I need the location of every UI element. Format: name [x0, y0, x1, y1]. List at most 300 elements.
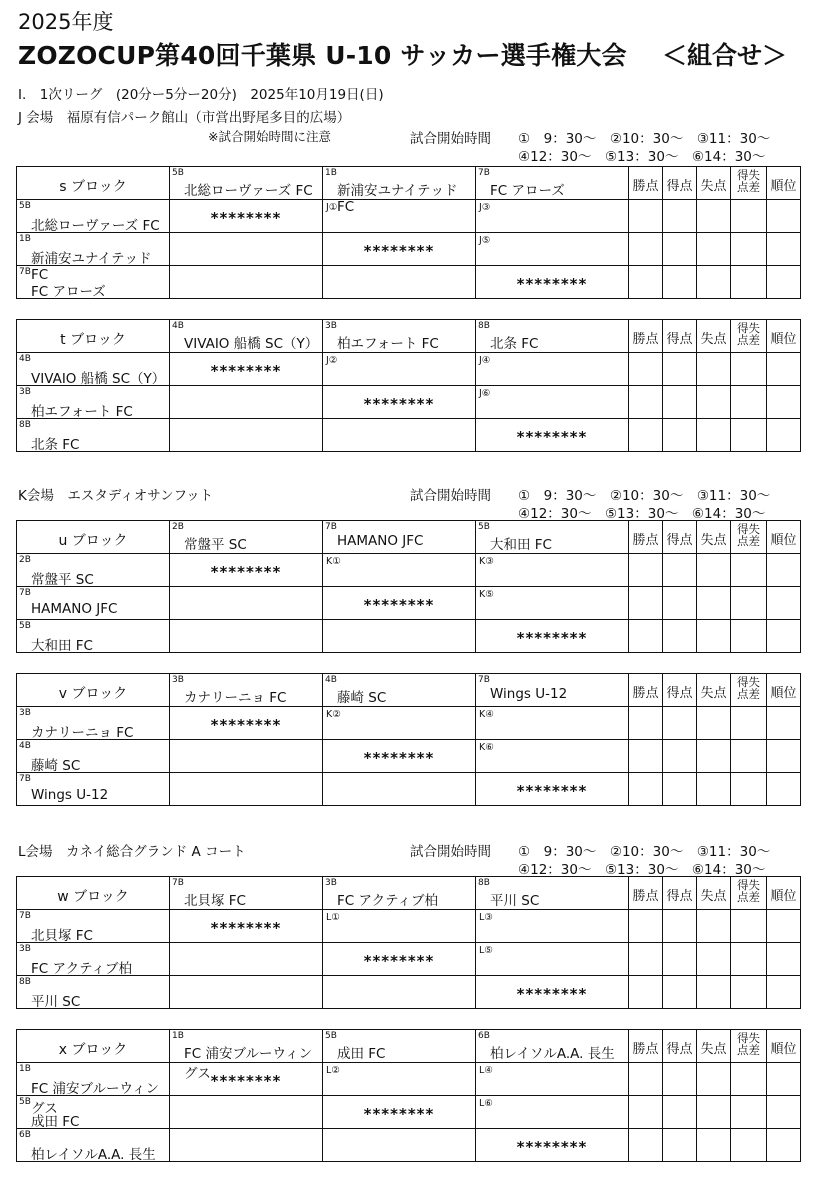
- stat-header-cell: [697, 877, 731, 910]
- team-name: HAMANO JFC: [31, 601, 118, 617]
- stat-cell: [663, 353, 697, 386]
- team-row-header: [17, 773, 170, 806]
- seed-label: 7B: [19, 911, 31, 921]
- team-name: 新浦安ユナイテッド FC: [31, 251, 152, 283]
- stat-cell: [697, 587, 731, 620]
- stat-cell: [629, 587, 663, 620]
- stat-cell: [629, 266, 663, 299]
- match-id: K⑤: [479, 589, 494, 600]
- stat-cell: [767, 707, 801, 740]
- seed-label: 4B: [19, 354, 31, 364]
- team-name: FC アローズ: [490, 183, 565, 199]
- stat-cell: [731, 943, 767, 976]
- match-id: J③: [479, 202, 491, 213]
- seed-label: 3B: [325, 878, 337, 888]
- stat-cell: [663, 976, 697, 1009]
- team-row: [17, 773, 801, 806]
- stat-header-cell: [663, 877, 697, 910]
- venue-name: L会場 カネイ総合グランド A コート: [18, 844, 246, 860]
- match-cell: [170, 233, 323, 266]
- match-cell: [323, 353, 476, 386]
- stat-header: 順位: [770, 1042, 797, 1057]
- self-match-marker: ********: [363, 242, 435, 260]
- team-row-header: [17, 1096, 170, 1129]
- stat-cell: [697, 1129, 731, 1162]
- block-label: v ブロック: [58, 686, 128, 702]
- team-row: [17, 353, 801, 386]
- block-header-row: [17, 1030, 801, 1063]
- stat-cell: [629, 554, 663, 587]
- stat-cell: [697, 266, 731, 299]
- team-row: [17, 266, 801, 299]
- match-id: J①: [326, 202, 338, 213]
- stat-cell: [663, 943, 697, 976]
- stat-header-goal-diff: 得失点差: [737, 168, 760, 194]
- stat-cell: [697, 707, 731, 740]
- stat-cell: [767, 233, 801, 266]
- stat-cell: [629, 386, 663, 419]
- team-row-header: [17, 976, 170, 1009]
- block-label: t ブロック: [60, 332, 126, 348]
- match-id: L⑤: [479, 945, 493, 956]
- team-name: 北総ローヴァーズ FC: [184, 183, 313, 199]
- seed-label: 6B: [478, 1031, 490, 1041]
- stat-header-cell: [663, 521, 697, 554]
- team-name: カナリーニョ FC: [184, 690, 287, 706]
- team-header-cell: [476, 877, 629, 910]
- seed-label: 5B: [325, 1031, 337, 1041]
- stat-cell: [767, 773, 801, 806]
- block-table: [16, 1029, 801, 1162]
- team-name: FC 浦安ブルーウィングス: [31, 1081, 160, 1117]
- team-header-cell: [476, 674, 629, 707]
- start-times-row-2: ④12：30～ ⑤13：30～ ⑥14：30～: [518, 862, 766, 878]
- stat-header: 勝点: [632, 1042, 659, 1057]
- seed-label: 8B: [19, 977, 31, 987]
- stat-header-cell: [731, 320, 767, 353]
- team-header-cell: [323, 674, 476, 707]
- stat-cell: [731, 386, 767, 419]
- stat-header-cell: [767, 877, 801, 910]
- stat-header: 得点: [666, 889, 693, 904]
- stat-cell: [663, 910, 697, 943]
- year-label: 2025年度: [18, 10, 114, 34]
- stat-cell: [663, 773, 697, 806]
- stat-cell: [697, 740, 731, 773]
- match-cell: [476, 200, 629, 233]
- self-match-marker: ********: [210, 563, 282, 581]
- stat-cell: [663, 587, 697, 620]
- team-name: 北条 FC: [490, 336, 539, 352]
- match-cell: [476, 740, 629, 773]
- stat-header-cell: [663, 167, 697, 200]
- stat-cell: [697, 200, 731, 233]
- match-cell: [323, 707, 476, 740]
- self-match-marker: ********: [210, 716, 282, 734]
- stat-header: 失点: [700, 686, 727, 701]
- block-label-cell: [17, 521, 170, 554]
- match-cell: [323, 266, 476, 299]
- seed-label: 7B: [325, 522, 337, 532]
- team-header-cell: [323, 877, 476, 910]
- seed-label: 8B: [478, 878, 490, 888]
- match-id: L②: [326, 1065, 340, 1076]
- seed-label: 1B: [172, 1031, 184, 1041]
- team-name: 新浦安ユナイテッド FC: [337, 183, 458, 215]
- stat-header-cell: [731, 877, 767, 910]
- team-name: FC アクティブ柏: [337, 893, 438, 909]
- stat-cell: [767, 620, 801, 653]
- team-header-cell: [323, 521, 476, 554]
- match-cell: [476, 943, 629, 976]
- match-cell: [323, 1096, 476, 1129]
- stat-cell: [697, 554, 731, 587]
- stat-cell: [663, 707, 697, 740]
- match-cell: [476, 554, 629, 587]
- stat-cell: [731, 266, 767, 299]
- match-cell: [476, 587, 629, 620]
- self-match-marker: ********: [363, 749, 435, 767]
- stat-cell: [731, 1096, 767, 1129]
- venue-name: J 会場 福原有信パーク館山（市営出野尾多目的広場）: [18, 110, 351, 126]
- team-row-header: [17, 554, 170, 587]
- seed-label: 7B: [19, 588, 31, 598]
- self-match-marker: ********: [516, 1138, 588, 1156]
- team-name: 北条 FC: [31, 437, 80, 453]
- team-row-header: [17, 353, 170, 386]
- match-cell: [476, 419, 629, 452]
- match-cell: [323, 1063, 476, 1096]
- block-header-row: [17, 877, 801, 910]
- stat-header-cell: [663, 674, 697, 707]
- team-name: 成田 FC: [337, 1046, 386, 1062]
- stat-header-cell: [697, 521, 731, 554]
- stat-cell: [731, 910, 767, 943]
- stat-cell: [629, 233, 663, 266]
- stat-cell: [731, 773, 767, 806]
- stat-cell: [767, 554, 801, 587]
- match-cell: [170, 707, 323, 740]
- stat-cell: [629, 1063, 663, 1096]
- team-row: [17, 1063, 801, 1096]
- match-cell: [323, 386, 476, 419]
- stat-cell: [629, 1096, 663, 1129]
- seed-label: 8B: [478, 321, 490, 331]
- start-times-row-1: ① 9：30～ ②10：30～ ③11：30～: [518, 488, 771, 504]
- block-label: w ブロック: [57, 889, 129, 905]
- stat-cell: [663, 620, 697, 653]
- stat-header: 失点: [700, 1042, 727, 1057]
- team-name: 藤崎 SC: [337, 690, 387, 706]
- seed-label: 1B: [325, 168, 337, 178]
- team-name: 北貝塚 FC: [31, 928, 93, 944]
- start-times-row-1: ① 9：30～ ②10：30～ ③11：30～: [518, 131, 771, 147]
- seed-label: 7B: [172, 878, 184, 888]
- block-header-row: [17, 167, 801, 200]
- stat-cell: [663, 266, 697, 299]
- venue-name: K会場 エスタディオサンフット: [18, 488, 214, 504]
- team-name: FC アクティブ柏: [31, 961, 132, 977]
- stat-header-cell: [697, 320, 731, 353]
- match-cell: [476, 233, 629, 266]
- stat-header: 失点: [700, 179, 727, 194]
- team-name: 平川 SC: [31, 994, 81, 1010]
- block-label-cell: [17, 320, 170, 353]
- stat-cell: [663, 1129, 697, 1162]
- match-cell: [476, 620, 629, 653]
- stat-cell: [767, 740, 801, 773]
- stat-header: 順位: [770, 686, 797, 701]
- stat-header: 得点: [666, 1042, 693, 1057]
- start-times-row-2: ④12：30～ ⑤13：30～ ⑥14：30～: [518, 149, 766, 165]
- stat-cell: [663, 233, 697, 266]
- tournament-title: ZOZOCUP第40回千葉県 U-10 サッカー選手権大会: [18, 41, 627, 70]
- stat-cell: [767, 419, 801, 452]
- team-header-cell: [170, 1030, 323, 1082]
- match-cell: [323, 620, 476, 653]
- stat-cell: [731, 353, 767, 386]
- self-match-marker: ********: [363, 952, 435, 970]
- stat-cell: [697, 620, 731, 653]
- stat-header-cell: [663, 1030, 697, 1063]
- stat-header-cell: [697, 1030, 731, 1063]
- team-row-header: [17, 910, 170, 943]
- stat-header-goal-diff: 得失点差: [737, 1031, 760, 1057]
- stat-cell: [731, 707, 767, 740]
- team-row: [17, 910, 801, 943]
- stat-header-cell: [697, 674, 731, 707]
- stat-cell: [629, 419, 663, 452]
- stat-cell: [731, 233, 767, 266]
- block-table: [16, 520, 801, 653]
- seed-label: 8B: [19, 420, 31, 430]
- stat-cell: [767, 587, 801, 620]
- self-match-marker: ********: [210, 919, 282, 937]
- stat-cell: [697, 943, 731, 976]
- stat-header: 順位: [770, 889, 797, 904]
- block-label-cell: [17, 1030, 170, 1063]
- stat-cell: [731, 1129, 767, 1162]
- stat-cell: [767, 1129, 801, 1162]
- team-name: 常盤平 SC: [184, 537, 247, 553]
- team-row: [17, 587, 801, 620]
- team-row-header: [17, 587, 170, 620]
- team-row-header: [17, 707, 170, 740]
- seed-label: 4B: [172, 321, 184, 331]
- match-cell: [323, 773, 476, 806]
- stat-header: 勝点: [632, 889, 659, 904]
- block-label: u ブロック: [58, 533, 128, 549]
- match-cell: [170, 620, 323, 653]
- match-id: K④: [479, 709, 494, 720]
- match-cell: [170, 740, 323, 773]
- match-id: J②: [326, 355, 338, 366]
- stat-header-goal-diff: 得失点差: [737, 321, 760, 347]
- stat-cell: [697, 773, 731, 806]
- stat-cell: [767, 1063, 801, 1096]
- stat-cell: [767, 353, 801, 386]
- stat-cell: [697, 976, 731, 1009]
- match-cell: [170, 200, 323, 233]
- team-name: HAMANO JFC: [337, 533, 424, 549]
- start-times-row-1: ① 9：30～ ②10：30～ ③11：30～: [518, 844, 771, 860]
- self-match-marker: ********: [516, 275, 588, 293]
- start-time-note: ※試合開始時間に注意: [208, 129, 331, 144]
- team-name: 北総ローヴァーズ FC: [31, 218, 160, 234]
- team-name: 平川 SC: [490, 893, 540, 909]
- stat-cell: [767, 1096, 801, 1129]
- seed-label: 5B: [19, 1097, 31, 1107]
- stat-header-goal-diff: 得失点差: [737, 522, 760, 548]
- team-header-cell: [170, 674, 323, 707]
- stat-cell: [663, 740, 697, 773]
- stat-cell: [731, 200, 767, 233]
- seed-label: 5B: [19, 621, 31, 631]
- stat-cell: [731, 587, 767, 620]
- match-cell: [170, 1096, 323, 1129]
- round-info: I. 1次リーグ (20分ー5分ー20分) 2025年10月19日(日): [18, 87, 384, 103]
- block-label: x ブロック: [58, 1042, 128, 1058]
- team-row: [17, 620, 801, 653]
- match-id: J④: [479, 355, 491, 366]
- stat-cell: [697, 233, 731, 266]
- start-times-row-2: ④12：30～ ⑤13：30～ ⑥14：30～: [518, 506, 766, 522]
- match-cell: [170, 554, 323, 587]
- stat-cell: [767, 266, 801, 299]
- stat-header: 勝点: [632, 179, 659, 194]
- block-table: [16, 166, 801, 299]
- match-cell: [476, 707, 629, 740]
- stat-cell: [767, 386, 801, 419]
- match-cell: [170, 353, 323, 386]
- stat-header: 得点: [666, 332, 693, 347]
- stat-header-goal-diff: 得失点差: [737, 675, 760, 701]
- stat-cell: [663, 200, 697, 233]
- stat-cell: [731, 620, 767, 653]
- stat-header-cell: [731, 521, 767, 554]
- team-name: 柏レイソルA.A. 長生: [490, 1046, 615, 1062]
- seed-label: 5B: [172, 168, 184, 178]
- team-row-header: [17, 200, 170, 233]
- team-name: 柏エフォート FC: [31, 404, 133, 420]
- stat-header-cell: [629, 877, 663, 910]
- seed-label: 1B: [19, 234, 31, 244]
- stat-header: 順位: [770, 179, 797, 194]
- block-label: s ブロック: [59, 179, 127, 195]
- stat-header-cell: [731, 167, 767, 200]
- team-header-cell: [476, 167, 629, 200]
- seed-label: 4B: [19, 741, 31, 751]
- team-row: [17, 1096, 801, 1129]
- stat-cell: [697, 386, 731, 419]
- stat-cell: [629, 353, 663, 386]
- block-table: [16, 876, 801, 1009]
- team-row-header: [17, 943, 170, 976]
- seed-label: 2B: [172, 522, 184, 532]
- stat-header: 勝点: [632, 332, 659, 347]
- match-cell: [476, 1096, 629, 1129]
- seed-label: 5B: [478, 522, 490, 532]
- team-row-header: [17, 386, 170, 419]
- team-row-header: [17, 1129, 170, 1162]
- team-row: [17, 386, 801, 419]
- match-id: L①: [326, 912, 340, 923]
- stat-cell: [697, 1096, 731, 1129]
- stat-cell: [629, 773, 663, 806]
- team-row: [17, 943, 801, 976]
- stat-cell: [629, 1129, 663, 1162]
- match-cell: [323, 976, 476, 1009]
- stat-cell: [663, 419, 697, 452]
- seed-label: 5B: [19, 201, 31, 211]
- team-row-header: [17, 620, 170, 653]
- match-cell: [170, 1063, 323, 1096]
- seed-label: 3B: [325, 321, 337, 331]
- stat-header-cell: [767, 521, 801, 554]
- stat-header: 失点: [700, 889, 727, 904]
- team-name: FC 浦安ブルーウィングス: [184, 1046, 313, 1082]
- match-cell: [323, 554, 476, 587]
- stat-cell: [629, 200, 663, 233]
- match-cell: [170, 976, 323, 1009]
- stat-header-cell: [629, 320, 663, 353]
- block-header-row: [17, 674, 801, 707]
- team-name: 北貝塚 FC: [184, 893, 246, 909]
- stat-header-cell: [629, 521, 663, 554]
- match-cell: [323, 587, 476, 620]
- team-header-cell: [476, 1030, 629, 1063]
- match-id: J⑤: [479, 235, 491, 246]
- match-cell: [170, 1129, 323, 1162]
- stat-cell: [767, 910, 801, 943]
- match-cell: [323, 419, 476, 452]
- match-cell: [476, 1129, 629, 1162]
- stat-cell: [629, 707, 663, 740]
- stat-cell: [663, 1063, 697, 1096]
- stat-header-cell: [767, 1030, 801, 1063]
- stat-header: 失点: [700, 332, 727, 347]
- match-cell: [476, 910, 629, 943]
- seed-label: 3B: [19, 387, 31, 397]
- stat-header-cell: [663, 320, 697, 353]
- team-header-cell: [170, 521, 323, 554]
- team-name: FC アローズ: [31, 284, 106, 300]
- team-name: 藤崎 SC: [31, 758, 81, 774]
- team-row: [17, 200, 801, 233]
- team-row: [17, 554, 801, 587]
- block-header-row: [17, 521, 801, 554]
- self-match-marker: ********: [210, 362, 282, 380]
- stat-cell: [697, 353, 731, 386]
- self-match-marker: ********: [210, 209, 282, 227]
- match-cell: [323, 910, 476, 943]
- stat-header: 得点: [666, 533, 693, 548]
- stat-header-cell: [629, 167, 663, 200]
- stat-header-cell: [629, 674, 663, 707]
- seed-label: 1B: [19, 1064, 31, 1074]
- stat-cell: [663, 1096, 697, 1129]
- stat-header: 得点: [666, 179, 693, 194]
- self-match-marker: ********: [516, 782, 588, 800]
- match-cell: [476, 1063, 629, 1096]
- seed-label: 7B: [478, 168, 490, 178]
- stat-cell: [731, 976, 767, 1009]
- self-match-marker: ********: [516, 985, 588, 1003]
- stat-cell: [629, 740, 663, 773]
- match-cell: [476, 386, 629, 419]
- stat-cell: [731, 1063, 767, 1096]
- match-id: K③: [479, 556, 494, 567]
